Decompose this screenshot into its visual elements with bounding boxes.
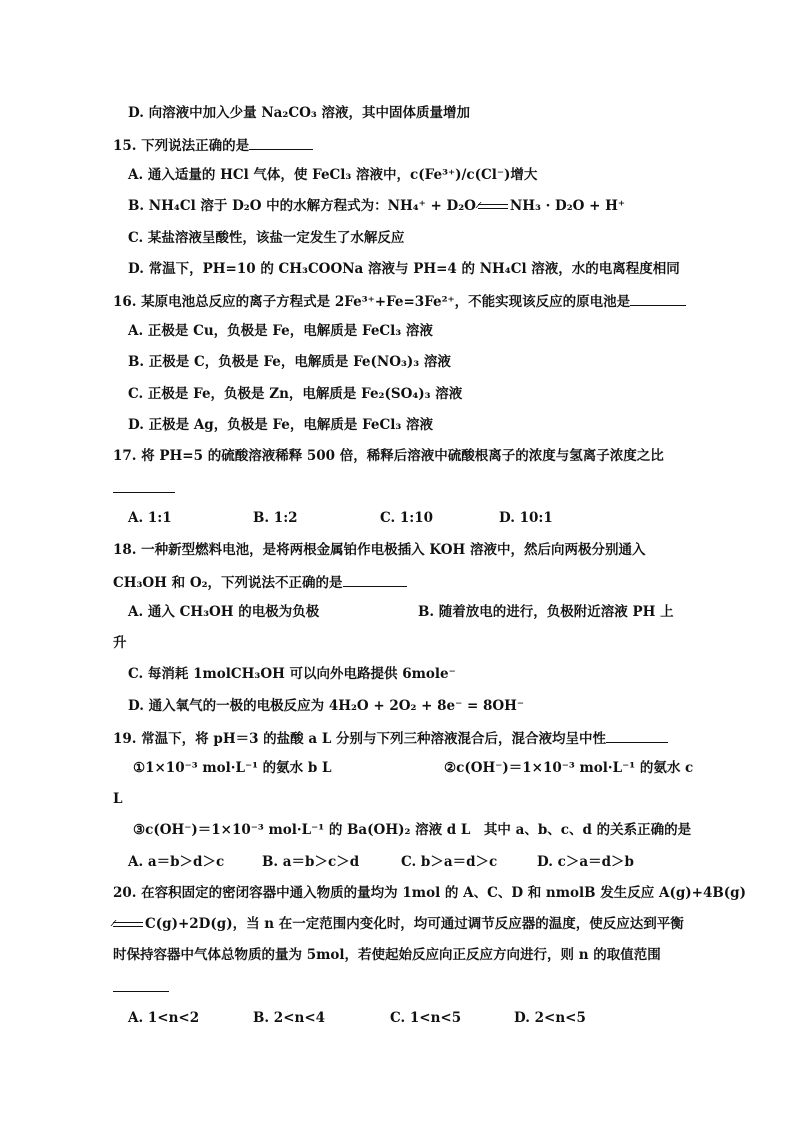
- q20-answer-line: [113, 977, 169, 997]
- q15-option-d: D. 常温下，PH=10 的 CH₃COONa 溶液与 PH=4 的 NH₄Cl 溶液，水的电离程度相同: [128, 261, 680, 277]
- q16-option-a: A. 正极是 Cu，负极是 Fe，电解质是 FeCl₃ 溶液: [128, 323, 433, 339]
- equilibrium-arrow-icon: [478, 202, 508, 212]
- q16-answer-blank: [630, 291, 686, 306]
- q17-answer-line: [113, 478, 175, 498]
- q15-answer-blank: [249, 135, 313, 150]
- q20-stem-line1: 20. 在容积固定的密闭容器中通入物质的量均为 1mol 的 A、C、D 和 nmolB 发生反应 A(g)+4B(g): [113, 885, 746, 901]
- q20-option-b: B. 2<n<4: [253, 1010, 326, 1026]
- q18-stem-line1: 18. 一种新型燃料电池，是将两根金属铂作电极插入 KOH 溶液中，然后向两极分别通入: [113, 542, 646, 558]
- q19-item-2-continued: L: [113, 791, 123, 807]
- q17-option-d: D. 10:1: [499, 510, 553, 526]
- q17-option-b: B. 1:2: [253, 510, 298, 526]
- q19-item-3: ③c(OH⁻)＝1×10⁻³ mol·L⁻¹ 的 Ba(OH)₂ 溶液 d L 其中 a、b、c、d 的关系正确的是: [133, 822, 692, 838]
- q15-option-b-left: B. NH₄Cl 溶于 D₂O 中的水解方程式为：NH₄⁺ + D₂O: [128, 198, 476, 214]
- q19-item-1: ①1×10⁻³ mol·L⁻¹ 的氨水 b L: [133, 760, 332, 776]
- q19-answer-blank: [606, 728, 668, 743]
- q16-option-b: B. 正极是 C，负极是 Fe，电解质是 Fe(NO₃)₃ 溶液: [128, 354, 451, 370]
- q16-option-c: C. 正极是 Fe，负极是 Zn，电解质是 Fe₂(SO₄)₃ 溶液: [128, 386, 463, 402]
- q18-option-a: A. 通入 CH₃OH 的电极为负极: [128, 604, 320, 620]
- q20-answer-blank: [113, 977, 169, 992]
- q20-option-a: A. 1<n<2: [128, 1010, 200, 1026]
- q14-option-d: D. 向溶液中加入少量 Na₂CO₃ 溶液，其中固体质量增加: [128, 105, 470, 121]
- q15-option-a: A. 通入适量的 HCl 气体，使 FeCl₃ 溶液中，c(Fe³⁺)/c(Cl⁻)增大: [128, 167, 538, 183]
- q19-stem: [113, 728, 668, 748]
- q17-option-c: C. 1:10: [380, 510, 434, 526]
- q17-stem: 17. 将 PH=5 的硫酸溶液稀释 500 倍，稀释后溶液中硫酸根离子的浓度与氢离子浓度之比: [113, 448, 664, 464]
- q18-option-d: D. 通入氧气的一极的电极反应为 4H₂O + 2O₂ + 8e⁻ = 8OH⁻: [128, 698, 524, 714]
- q16-option-d: D. 正极是 Ag，负极是 Fe，电解质是 FeCl₃ 溶液: [128, 417, 433, 433]
- q16-stem: [113, 291, 686, 311]
- equilibrium-arrow-icon: [113, 920, 143, 930]
- q15-option-c: C. 某盐溶液呈酸性，该盐一定发生了水解反应: [128, 230, 405, 246]
- q18-option-b: B. 随着放电的进行，负极附近溶液 PH 上: [418, 604, 674, 620]
- q18-option-c: C. 每消耗 1molCH₃OH 可以向外电路提供 6mole⁻: [128, 666, 456, 682]
- q20-option-d: D. 2<n<5: [514, 1010, 586, 1026]
- q18-answer-blank: [343, 572, 407, 587]
- q15-stem: [113, 135, 313, 155]
- q18-stem-text: CH₃OH 和 O₂，下列说法不正确的是: [113, 575, 343, 591]
- q18-option-b-continued: 升: [113, 635, 127, 651]
- q19-option-b: B. a＝b＞c＞d: [262, 854, 360, 870]
- q15-option-b: [128, 197, 625, 215]
- q17-answer-blank: [113, 478, 175, 493]
- q20-stem-line2-text: C(g)+2D(g)，当 n 在一定范围内变化时，均可通过调节反应器的温度，使反应达到平衡: [145, 916, 684, 932]
- q16-stem-text: 16. 某原电池总反应的离子方程式是 2Fe³⁺+Fe=3Fe²⁺，不能实现该反应的原电池是: [113, 294, 631, 310]
- q15-stem-text: 15. 下列说法正确的是: [113, 138, 250, 154]
- q18-stem-line2: [113, 572, 407, 592]
- q20-stem-line3: 时保持容器中气体总物质的量为 5mol，若使起始反应向正反应方向进行，则 n 的取值范围: [113, 947, 661, 963]
- q19-item-2: ②c(OH⁻)＝1×10⁻³ mol·L⁻¹ 的氨水 c: [444, 760, 694, 776]
- q20-option-c: C. 1<n<5: [390, 1010, 462, 1026]
- q15-option-b-right: NH₃ · D₂O + H⁺: [509, 198, 625, 214]
- q19-stem-text: 19. 常温下，将 pH＝3 的盐酸 a L 分别与下列三种溶液混合后，混合液均呈中性: [113, 731, 607, 747]
- q19-option-d: D. c＞a＝d＞b: [537, 854, 634, 870]
- q20-stem-line2: [113, 915, 684, 933]
- q19-option-c: C. b＞a＝d＞c: [401, 854, 498, 870]
- q19-option-a: A. a＝b＞d＞c: [128, 854, 225, 870]
- q17-option-a: A. 1:1: [128, 510, 172, 526]
